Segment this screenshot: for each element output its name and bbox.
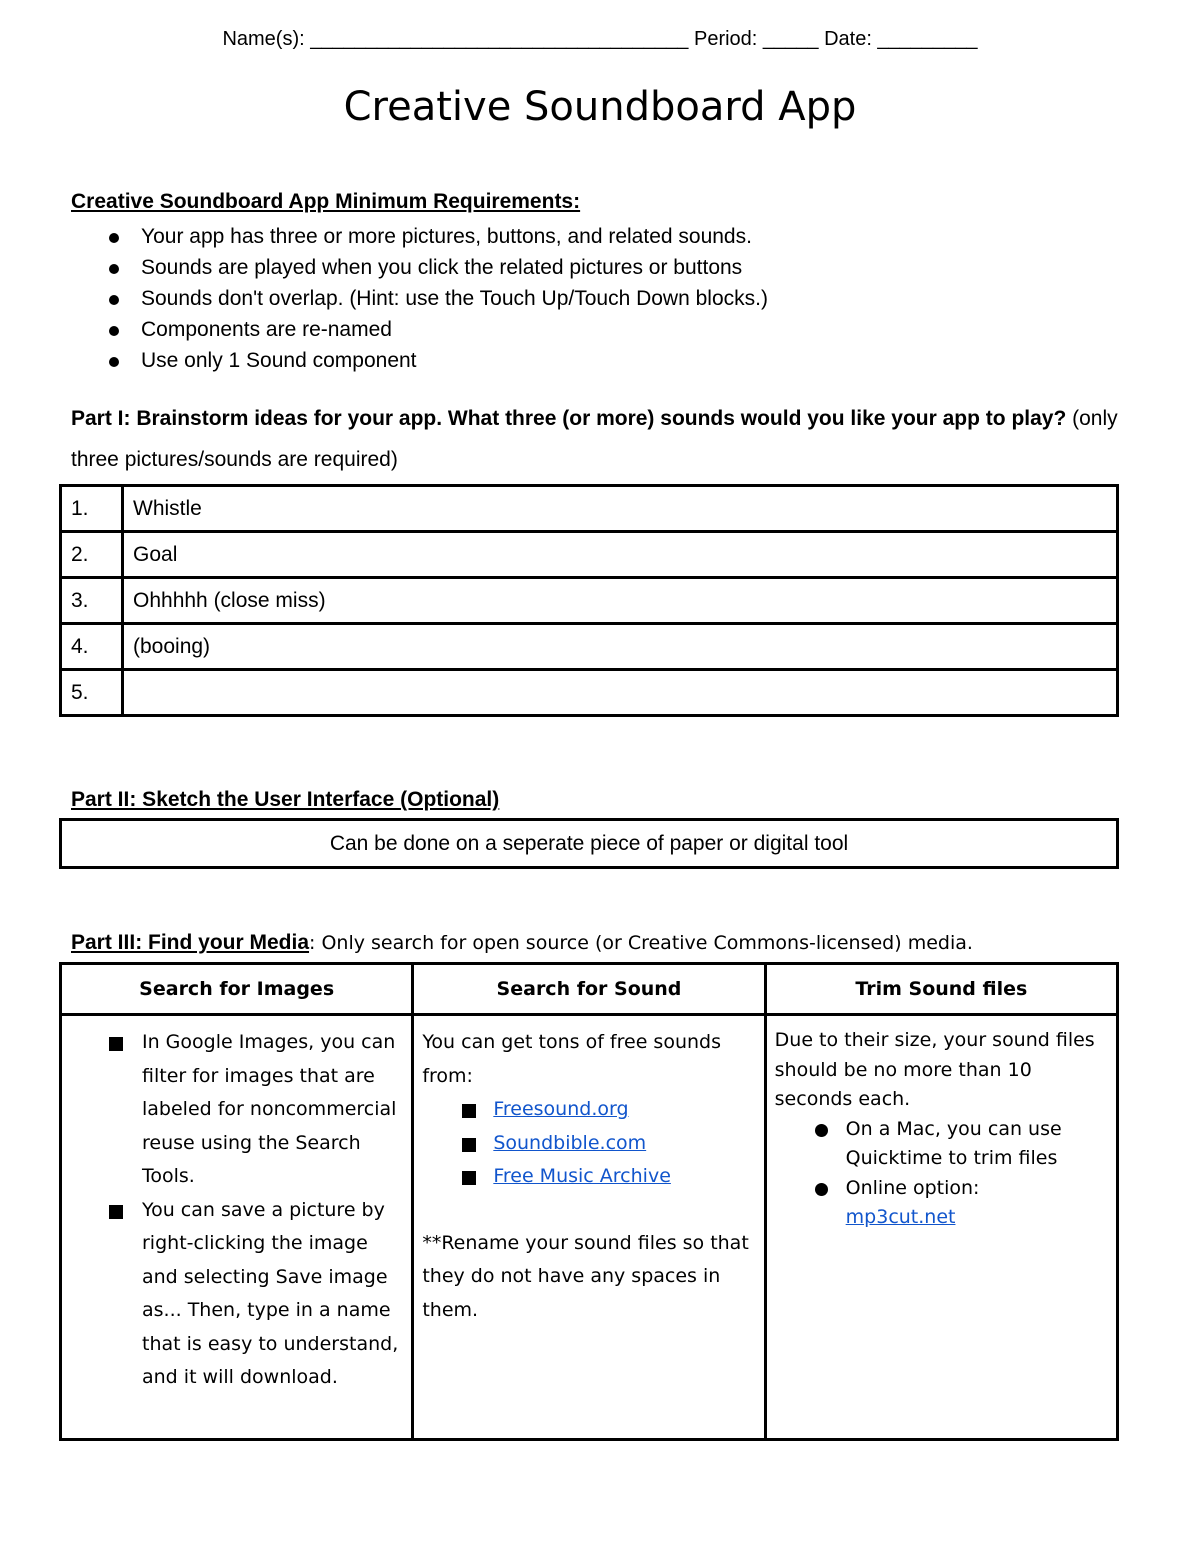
table-row xyxy=(61,578,1118,624)
row-number: 5. xyxy=(61,670,123,716)
ideas-table xyxy=(59,484,1119,717)
freesound-link[interactable]: Freesound.org xyxy=(493,1098,629,1120)
sound-cell xyxy=(413,1015,765,1440)
column-header-trim: Trim Sound files xyxy=(765,964,1117,1015)
row-number: 3. xyxy=(61,578,123,624)
part3-intro: : Only search for open source (or Creative Commons-licensed) media. xyxy=(309,932,973,954)
images-cell xyxy=(61,1015,413,1440)
table-header-row xyxy=(61,964,1118,1015)
idea-cell[interactable]: (booing) xyxy=(123,624,1118,670)
idea-cell[interactable] xyxy=(123,670,1118,716)
part3-prompt xyxy=(71,931,973,955)
column-header-images: Search for Images xyxy=(61,964,413,1015)
mp3cut-link[interactable]: mp3cut.net xyxy=(845,1206,956,1228)
part1-prompt xyxy=(71,398,1131,480)
trim-cell xyxy=(765,1015,1117,1440)
sound-links-list xyxy=(422,1093,755,1194)
trim-intro: Due to their size, your sound files should be no more than 10 seconds each. xyxy=(774,1029,1095,1110)
row-number: 4. xyxy=(61,624,123,670)
media-table xyxy=(59,962,1119,1441)
page-title: Creative Soundboard App xyxy=(343,84,857,130)
requirement-item: Sounds are played when you click the related pictures or buttons xyxy=(106,252,768,283)
part1-heading: Part I: Brainstorm ideas for your app. What three (or more) sounds would you like your app to play? xyxy=(71,407,1067,430)
requirement-item: Your app has three or more pictures, buttons, and related sounds. xyxy=(106,221,768,252)
sketch-box: Can be done on a seperate piece of paper or digital tool xyxy=(59,818,1119,869)
images-list xyxy=(70,1026,403,1395)
name-period-date-line: Name(s): __________________________________ Period: _____ Date: _________ xyxy=(222,28,978,50)
list-item xyxy=(422,1127,755,1161)
requirements-heading: Creative Soundboard App Minimum Requirements: xyxy=(71,190,581,213)
table-row xyxy=(61,486,1118,532)
part2-heading: Part II: Sketch the User Interface (Optional) xyxy=(71,788,500,811)
list-item: You can save a picture by right-clicking the image and selecting Save image as... Then, type in a name that is easy to understand, and it will download. xyxy=(70,1194,403,1395)
row-number: 2. xyxy=(61,532,123,578)
table-row xyxy=(61,670,1118,716)
idea-cell[interactable]: Goal xyxy=(123,532,1118,578)
spacer xyxy=(422,1194,755,1227)
trim-list xyxy=(775,1115,1108,1233)
requirement-item: Components are re-named xyxy=(106,314,768,345)
row-number: 1. xyxy=(61,486,123,532)
requirement-item: Use only 1 Sound component xyxy=(106,345,768,376)
part3-heading: Part III: Find your Media xyxy=(71,931,310,954)
list-item: On a Mac, you can use Quicktime to trim files xyxy=(775,1115,1108,1174)
idea-cell[interactable]: Ohhhhh (close miss) xyxy=(123,578,1118,624)
table-row xyxy=(61,624,1118,670)
part1-note: (only three pictures/sounds are required) xyxy=(71,407,1118,471)
rename-note: **Rename your sound files so that they do not have any spaces in them. xyxy=(422,1231,749,1321)
requirements-list xyxy=(106,221,768,376)
table-row xyxy=(61,532,1118,578)
online-option-label: Online option: xyxy=(845,1176,980,1199)
list-item xyxy=(775,1174,1108,1233)
table-row xyxy=(61,1015,1118,1440)
sound-intro: You can get tons of free sounds from: xyxy=(422,1031,722,1087)
idea-cell[interactable]: Whistle xyxy=(123,486,1118,532)
list-item: In Google Images, you can filter for images that are labeled for noncommercial reuse using the Search Tools. xyxy=(70,1026,403,1194)
list-item xyxy=(422,1093,755,1127)
soundbible-link[interactable]: Soundbible.com xyxy=(493,1131,647,1154)
free-music-archive-link[interactable]: Free Music Archive xyxy=(493,1165,671,1187)
column-header-sound: Search for Sound xyxy=(413,964,765,1015)
list-item xyxy=(422,1160,755,1194)
requirement-item: Sounds don't overlap. (Hint: use the Touch Up/Touch Down blocks.) xyxy=(106,283,768,314)
